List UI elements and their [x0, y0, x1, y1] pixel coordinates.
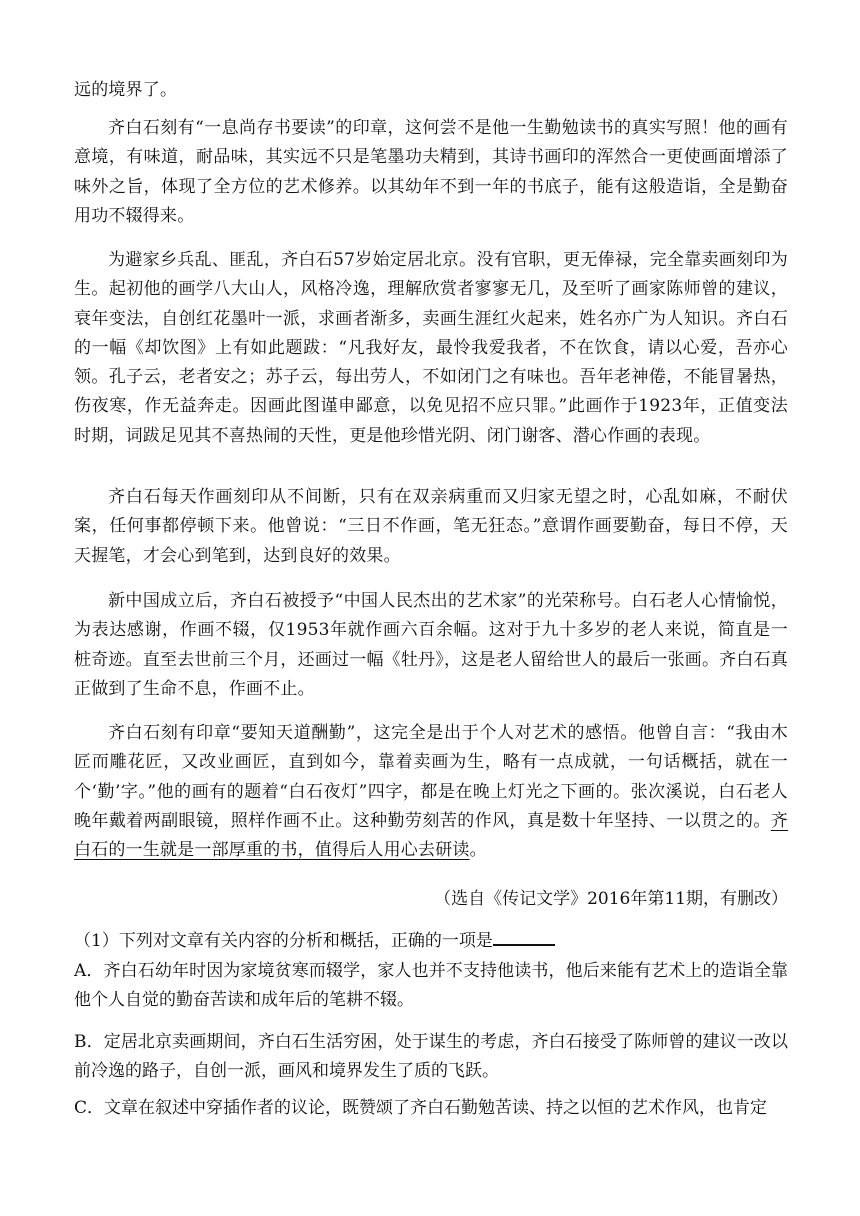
- question-stem-text: （1）下列对文章有关内容的分析和概括，正确的一项是: [74, 931, 493, 951]
- answer-blank: [493, 926, 555, 946]
- option-b: B．定居北京卖画期间，齐白石生活穷困，处于谋生的考虑，齐白石接受了陈师曾的建议一改以前冷逸的路子，自创一派，画风和境界发生了质的飞跃。: [74, 1032, 788, 1081]
- paragraph-2: 为避家乡兵乱、匪乱，齐白石57岁始定居北京。没有官职，更无俸禄，完全靠卖画刻印为生。起初他的画学八大山人，风格冷逸，理解欣赏者寥寥无几，及至听了画家陈师曾的建议，衰年变法，自创红花墨叶一派，求画者渐多，卖画生涯红火起来，姓名亦广为人知识。齐白石的一幅《却饮图》上有如此题跋：“凡我好友，最怜我爱我者，不在饮食，请以心爱，吾亦心领。孔子云，老者安之；苏子云，每出劳人，不如闭门之有味也。吾年老神倦，不能冒暑热，伤夜寒，作无益奔走。因画此图谨申鄙意，以免见招不应只罪。”此画作于1923年，正值变法时期，词跋足见其不喜热闹的天性，更是他珍惜光阴、闭门谢客、潜心作画的表现。: [74, 250, 788, 446]
- paragraph-1: 齐白石刻有“一息尚存书要读”的印章，这何尝不是他一生勤勉读书的真实写照！他的画有意境，有味道，耐品味，其实远不只是笔墨功夫精到，其诗书画印的浑然合一更使画面增添了味外之旨，体现了全方位的艺术修养。以其幼年不到一年的书底子，能有这般造诣，全是勤奋用功不辍得来。: [74, 118, 788, 226]
- option-c: C．文章在叙述中穿插作者的议论，既赞颂了齐白石勤勉苦读、持之以恒的艺术作风，也肯定: [74, 1098, 768, 1118]
- paragraph-5: [74, 719, 788, 865]
- paragraph-0: 远的境界了。: [74, 80, 178, 100]
- option-a: A．齐白石幼年时因为家境贫寒而辍学，家人也并不支持他读书，他后来能有艺术上的造诣全靠他个人自觉的勤奋苦读和成年后的笔耕不辍。: [74, 961, 788, 1010]
- paragraph-3: 齐白石每天作画刻印从不间断，只有在双亲病重而又归家无望之时，心乱如麻，不耐伏案，任何事都停顿下来。他曾说：“三日不作画，笔无狂态。”意谓作画要勤奋，每日不停，天天握笔，才会心到笔到，达到良好的效果。: [74, 487, 788, 566]
- paragraph-5-end: 。: [469, 840, 487, 861]
- underlined-sentence: 齐白石的一生就是一部厚重的书，值得后人用心去研读: [74, 810, 788, 861]
- paragraph-5-text: 齐白石刻有印章“要知天道酬勤”，这完全是出于个人对艺术的感悟。他曾自言：“我由木匠而雕花匠，又改业画匠，直到如今，靠着卖画为生，略有一点成就，一句话概括，就在一个‘勤’字。”他的画有的题着“白石夜灯”四字，都是在晚上灯光之下画的。张次溪说，白石老人晚年戴着两副眼镜，照样作画不止。这种勤劳刻苦的作风，真是数十年坚持、一以贯之的。: [74, 723, 788, 831]
- source-citation: （选自《传记文学》2016年第11期，有删改）: [434, 889, 788, 909]
- question-stem: [74, 926, 788, 956]
- paragraph-4: 新中国成立后，齐白石被授予“中国人民杰出的艺术家”的光荣称号。白石老人心情愉悦，为表达感谢，作画不辍，仅1953年就作画六百余幅。这对于九十多岁的老人来说，简直是一桩奇迹。直至去世前三个月，还画过一幅《牡丹》，这是老人留给世人的最后一张画。齐白石真正做到了生命不息，作画不止。: [74, 591, 788, 699]
